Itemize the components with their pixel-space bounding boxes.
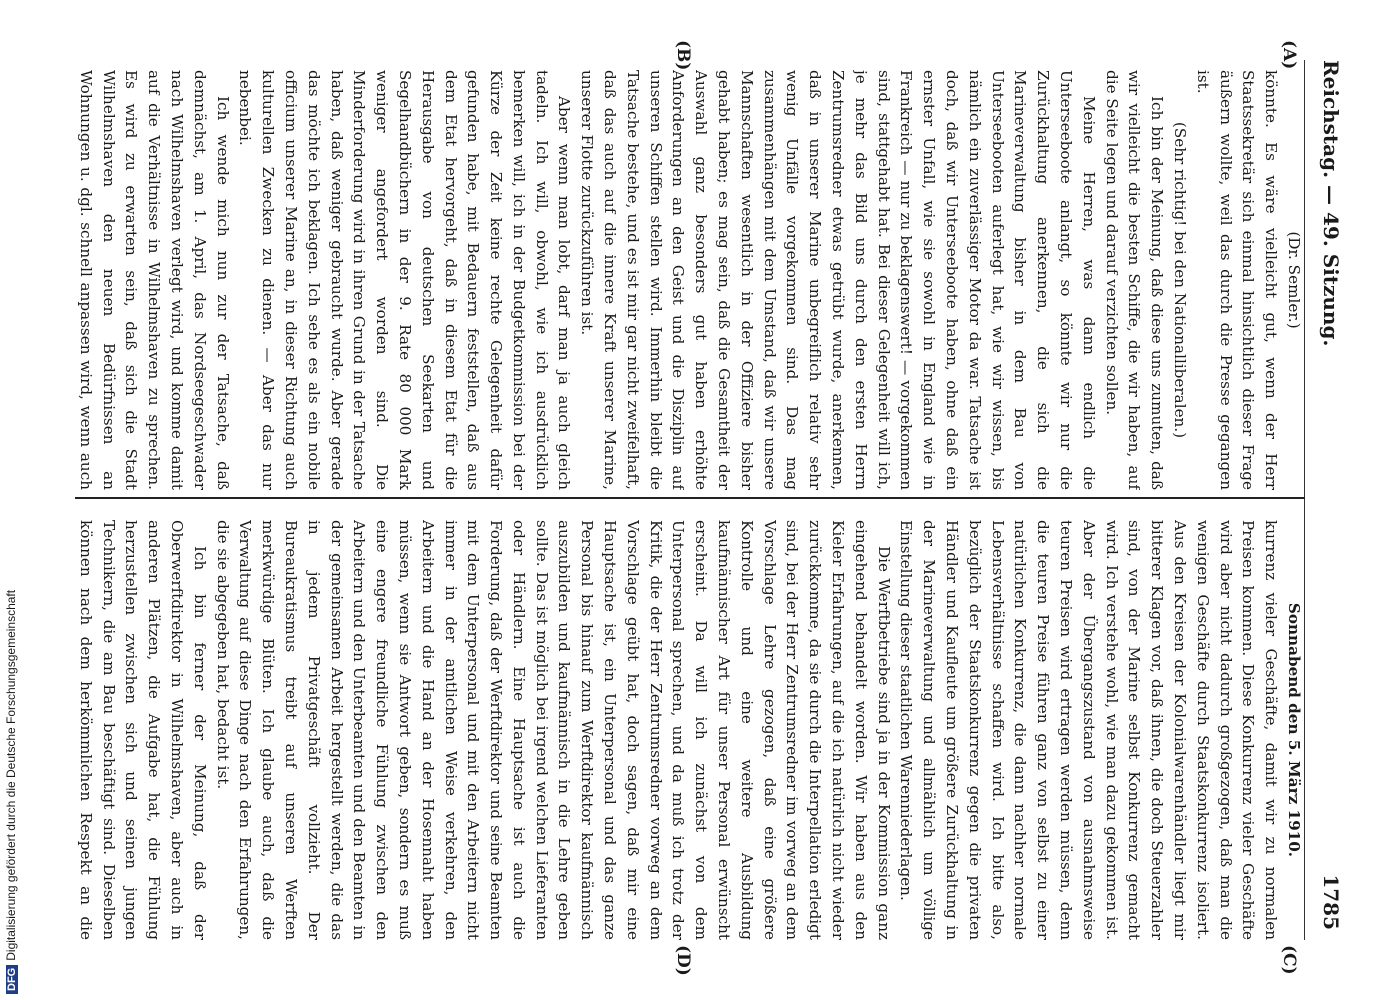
margin-marker-d: (D) <box>673 945 693 976</box>
paragraph: Ich wende mich nun zur der Tatsache, daß demnächst, am 1. April, das Nordseegeschwader nach Wilhelmshaven verlegt wird, und komme damit auf die Verhältnisse in Wilhelmshaven zu sprechen. Es wird zu erwarten sein, daß sich die Stadt Wilhelmshaven den neuen Bedürfnissen an Wohnungen u. dgl. schnell anpassen wird, wenn auch <box>76 70 232 490</box>
margin-marker-a: (A) <box>1279 40 1299 70</box>
margin-marker-c: (C) <box>1279 945 1299 975</box>
paragraph: Die Werftbetriebe sind ja in der Kommission ganz eingehend behandelt worden. Wir haben aus den Kieler Erfahrungen, auf die ich natürlich nicht wieder zurückkomme, da sie durch die Interpellation erledigt sind, bei der Herr Zentrumsredner im vorweg an dem Vorschlage Lehre gezogen, daß eine größere Kontrolle und eine weitere Ausbildung kaufmännischer Art für unser Personal erwünscht erscheint. Da will ich zunächst von dem Unterpersonal sprechen, und da muß ich trotz der Kritik, die der Herr Zentrumsredner vorweg an dem Vorschlage geübt hat, doch sagen, daß mir eine Hauptsache ist, ein Unterpersonal und das ganze Personal bis hinauf zum Werftdirektor kaufmännisch auszubilden und kaufmännisch in die Lehre geben sollte. Das ist möglich bei irgend welchen Lieferanten oder Händlern. Eine Hauptsache ist auch die Forderung, daß der Werftdirektor und seine Beamten mit dem Unterpersonal und mit den Arbeitern nicht immer in der amtlichen Weise verkehren, den Arbeitern und die Hand an der Hosennaht haben müssen, wenn sie Antwort geben, sondern es muß eine engere freundliche Fühlung zwischen den Arbeitern und den Unterbeamten und den Beamten in der gemeinsamen Arbeit hergestellt werden, die das in jedem Privatgeschäft vollzieht. Der Bureaukratismus treibt auf unseren Werften merkwürdige Blüten. Ich glaube auch, daß die Verwaltung auf diese Dinge nach den Erfahrungen, die sie abgegeben hat, bedacht ist. <box>213 520 893 940</box>
paragraph: Aber wenn man lobt, darf man ja auch gleich tadeln. Ich will, obwohl, wie ich ausdrücklich bemerken will, ich in der Budgetkommission bei der Kürze der Zeit keine rechte Gelegenheit dafür gefunden habe, mit Bedauern feststellen, daß aus dem Etat hervorgeht, daß in diesem Etat für die Herausgabe von deutschen Seekarten und Segelhandbüchern in der 9. Rate 80 000 Mark weniger angefordert worden sind. Die Minderforderung wird in ihren Grund in der Tatsache haben, daß weniger gebraucht wurde. Aber gerade das möchte ich beklagen. Ich sehe es als ein nobile officium unserer Marine an, in dieser Richtung auch kulturellen Zwecken zu dienen. — Aber das nur nebenbei. <box>236 70 574 490</box>
page-header <box>1309 60 1343 930</box>
paragraph: Ich bin der Meinung, daß diese uns zumuten, daß wir vielleicht die besten Schiffe, die wir haben, auf die Seite legen und darauf verzichten sollen. <box>1102 70 1167 490</box>
margin-marker-b: (B) <box>673 40 693 71</box>
paragraph: Meine Herren, was dann endlich die Unterseeboote anlangt, so könnte wir nur die Zurückhaltung anerkennen, die sich die Marineverwaltung bisher in dem Bau von Unterseebooten auferlegt hat, wie wir wissen, bis nämlich ein zuverlässiger Motor da war. Tatsache ist doch, daß wir Unterseeboote haben, ohne daß ein ernster Unfall, wie sie sowohl in England wie in Frankreich — nur zu beklagenswert! — vorgekommen sind, stattgehabt hat. Bei dieser Gelegenheit will ich, je mehr das Bild uns durch den ersten Herrn Zentrumsredner etwas getrübt wurde, anerkennen, daß in unserer Marine unbegreiflich relativ sehr wenig Unfälle vorgekommen sind. Das mag zusammenhängen mit dem Umstand, daß wir unsere Mannschaften wesentlich in der Offiziere bisher gehabt haben; es mag sein, daß die Gesamtheit der Auswahl ganz besonders gut haben erhöhte Anforderungen an den Geist und die Disziplin auf unseren Schiffen stellen wird. Immerhin bleibt die Tatsache bestehe, und es ist mir gar nicht zweifelhaft, daß das auch auf die innere Kraft unserer Marine, unserer Flotte zurückzuführen ist. <box>578 70 1098 490</box>
column-divider <box>75 497 1305 499</box>
speaker-label: (Dr. Semler.) <box>1285 231 1303 329</box>
right-column <box>75 520 1305 940</box>
footer <box>4 6 20 994</box>
footer-text: Digitalisierung gefördert durch die Deutsche Forschungsgemeinschaft <box>4 589 18 961</box>
interjection: (Sehr richtig! bei den Nationalliberalen.) <box>1171 121 1190 439</box>
paragraph: Ich bin ferner der Meinung, daß der Oberwerftdirektor in Wilhelmshaven, aber auch in anderen Plätzen, die Aufgabe hat, die Fühlung herzustellen zwischen sich und seinen jungen Technikern, die am Bau beschäftigt sind. Dieselben können nach dem herkömmlichen Respekt an die <box>76 520 209 940</box>
paragraph: kurrenz vieler Geschäfte, damit wir zu normalen Preisen kommen. Diese Konkurrenz vieler Geschäfte wird aber nicht dadurch großgezogen, daß man die wenigen Geschäfte durch Staatskonkurrenz isoliert. Aus den Kreisen der Kolonialwarenhändler liegt mir bitterer Klagen vor, daß ihnen, die doch Steuerzahler sind, von der Marine selbst Konkurrenz gemacht wird. Ich verstehe wohl, wie man dazu gekommen ist. Aber der Übergangszustand von ausnahmsweise teuren Preisen wird ertragen werden müssen, denn die teuren Preise führen ganz von selbst zu einer natürlichen Konkurrenz, die dann nachher normale Lebensverhältnisse schaffen wird. Ich bitte also, bezüglich der Staatskonkurrenz gegen die privaten Händler und Kaufleute um größere Zurückhaltung in der Marineverwaltung und allmählich um völlige Einstellung dieser staatlichen Warenniederlagen. <box>897 520 1281 940</box>
session-title: Reichstag. — 49. Sitzung. <box>1319 60 1343 347</box>
left-column <box>75 70 1305 490</box>
page-number: 1785 <box>1319 874 1343 930</box>
paragraph: könnte. Es wäre vielleicht gut, wenn der Herr Staatssekretär sich einmal hinsichtlich dieser Frage äußern wollte, weil das durch die Presse gegangen ist. <box>1193 70 1281 490</box>
date-line: Sonnabend den 5. März 1910. <box>1285 602 1303 858</box>
dfg-logo-icon: DFG <box>6 965 18 994</box>
